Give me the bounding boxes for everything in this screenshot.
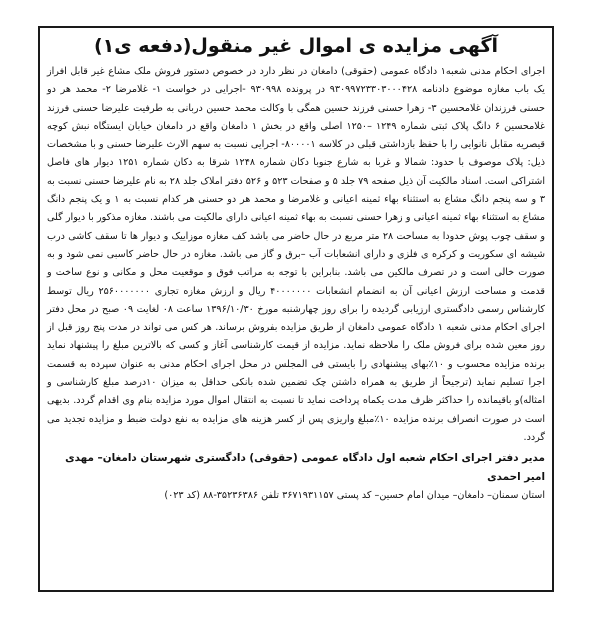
notice-frame (38, 26, 554, 592)
notice-signature: مدیر دفتر اجرای احکام شعبه اول دادگاه عمومی (حقوقی) دادگستری شهرستان دامغان– مهدی امیر احمدی (65, 452, 545, 484)
notice-address: استان سمنان– دامغان– میدان امام حسین– کد پستی ۳۶۷۱۹۳۱۱۵۷ تلفن ۳۵۲۳۶۳۸۶-۸۸ (کد ۰۲۳) (164, 490, 545, 502)
notice-content (47, 32, 545, 586)
notice-body: اجرای احکام مدنی شعبه۱ دادگاه عمومی (حقوقی) دامغان در نظر دارد در خصوص دستور فروش ملک مشاع غیر قابل افراز یک باب مغازه موضوع دادنامه ۹۳۰۹۹۷۲۳۳۰۳۰۰۰۴۲۸ در پرونده ۹۳۰۹۹۸ -اجرایی در خواست ۱- غلامرضا ۲- محمد هر دو حسنی فرزندان غلامحسین ۳- زهرا حسنی فرزند حسین همگی با وکالت محمد حسین دربانی به طرفیت علیرضا حسنی فرزند غلامحسین ۶ دانگ پلاک ثبتی شماره ۱۲۴۹ –۱۲۵۰ اصلی واقع در بخش ۱ دامغان واقع در دامغان خیابان ایستگاه نبش کوچه قیصریه مقابل نانوایی را با حفظ بازداشتی قبلی در کلاسه ۸۰۰۰۰۱- اجرایی نسبت به سهم الارث علیرضا حسنی و با مشخصات ذیل: پلاک موصوف با حدود: شمالا و غربا به شارع جنوبا دکان شماره ۱۲۴۸ شرقا به دکان شماره ۱۲۵۱ دیوار های فاصل اشتراکی است. اسناد مالکیت آن ذیل صفحه ۷۹ جلد ۵ و صفحات ۵۲۳ و ۵۲۶ دفتر املاک جلد ۲۸ به نام علیرضا حسنی نسبت به ۳ و سه پنجم دانگ مشاع به استثناء بهاء ثمینه اعیانی و غلامرضا و محمد هر دو حسنی هر کدام نسبت به ۱ و یک پنجم دانگ مشاع به استثناء بهاء ثمینه اعیانی و زهرا حسنی نسبت به بهاء ثمینه اعیانی دارای مالکیت می باشند. مغازه مذکور با دیوار گلی و سقف چوب پوش حدودا به مساحت ۲۸ متر مربع در حال حاضر می باشد کف مغازه موزاییک و دیوار ها تا سقف کاشی درب شیشه ای سکوریت و کرکره ی فلزی و دارای انشعابات آب –برق و گاز می باشد. مغازه در حال حاضر کاسبی نمی شود و به صورت خالی است و در تصرف مالکین می باشد. بنابراین با توجه به مراتب فوق و موقعیت محل و مکانی و نوع ساخت و قدمت و مساحت ارزش اعیانی آن به انضمام انشعابات ۴۰۰۰۰۰۰۰ ریال و ارزش مغازه تجاری ۲۵۶۰۰۰۰۰۰۰ ریال توسط کارشناس رسمی دادگستری ارزیابی گردیده را برای روز چهارشنبه مورخ ۱۳۹۶/۱۰/۳۰ ساعت ۰۸ لغایت ۰۹ صبح در محل دفتر اجرای احکام مدنی شعبه ۱ دادگاه عمومی دامغان از طریق مزایده بفروش برساند. هر کس می تواند در مدت پنج روز قبل از روز معین شده برای فروش ملک را ملاحظه نماید. مزایده از قیمت کارشناسی آغاز و کسی که بالاترین مبلغ را پیشنهاد نماید برنده مزایده محسوب و ۱۰٪بهای پیشنهادی را بایستی فی المجلس در محل اجرای احکام مدنی به عنوان سپرده به قسمت اجرا تسلیم نماید (ترجیحاً از طریق به همراه داشتن چک تضمین شده بانکی حداقل به میزان ۱۰درصد مبلغ کارشناسی و امثاله)و باقیمانده را حداکثر ظرف مدت یکماه پرداخت نماید تا نسبت به انتقال اموال مورد مزایده بنام وی اقدام گردد. بدیهی است در صورت انصراف برنده مزایده ۱۰٪مبلغ واریزی پس از کسر هزینه های مزایده به نفع دولت ضبط و مزایده تجدید می گردد. (47, 66, 546, 443)
notice-title: آگهی مزایده ی اموال غیر منقول(دفعه ی۱) (93, 35, 499, 57)
